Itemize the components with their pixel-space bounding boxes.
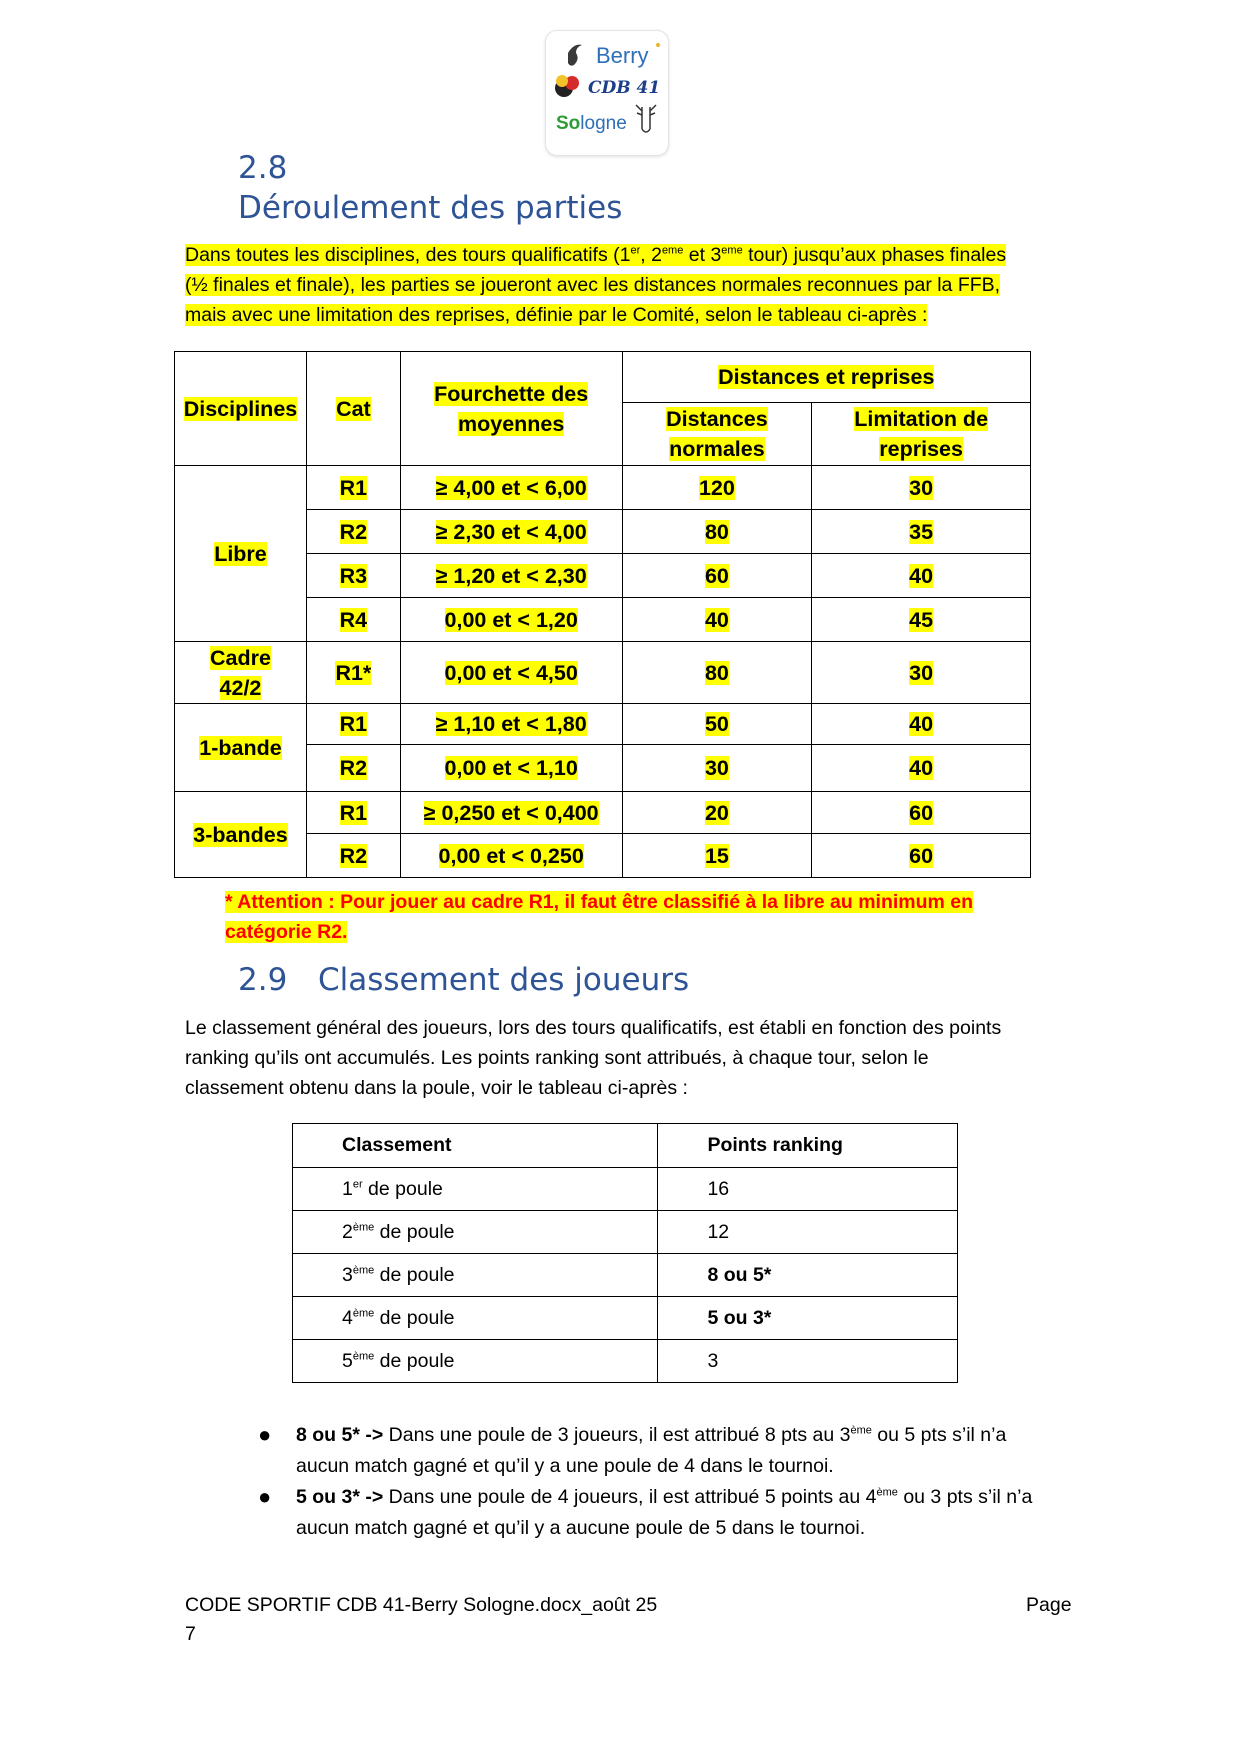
ranking-paragraph: Le classement général des joueurs, lors des tours qualificatifs, est établi en fonction des points ranking qu’ils ont accumulés. Les points ranking sont attribués, à chaque tour, selon le classement obtenu dans la poule, voir le tableau ci-après :	[185, 1017, 1002, 1099]
attention-note: * Attention : Pour jouer au cadre R1, il faut être classifié à la libre au minimum en catégorie R2.	[225, 891, 974, 943]
range-cell: 0,00 et < 1,20	[400, 598, 622, 642]
limit-cell: 40	[812, 554, 1031, 598]
logo-sologne-text: Sologne	[556, 113, 627, 134]
header-cat: Cat	[306, 352, 400, 466]
header-limitation: Limitation de reprises	[812, 403, 1031, 466]
range-cell: 0,00 et < 4,50	[400, 642, 622, 704]
rank-cell: 3ème de poule	[293, 1254, 658, 1297]
limit-cell: 60	[812, 834, 1031, 878]
range-cell: ≥ 0,250 et < 0,400	[400, 792, 622, 834]
table-row	[293, 1168, 958, 1211]
logo-graphic	[546, 31, 668, 155]
range-cell: ≥ 4,00 et < 6,00	[400, 466, 622, 510]
distance-cell: 60	[622, 554, 812, 598]
points-cell: 5 ou 3*	[658, 1297, 958, 1340]
section-intro-paragraph	[185, 240, 1085, 330]
cat-cell: R1*	[306, 642, 400, 704]
limit-cell: 30	[812, 642, 1031, 704]
rank-cell: 1er de poule	[293, 1168, 658, 1211]
table-row	[175, 466, 1031, 510]
distance-cell: 120	[622, 466, 812, 510]
intro-line-2: (½ finales et finale), les parties se joueront avec les distances normales reconnues par la FFB,	[185, 274, 1001, 296]
bullet-item: 8 ou 5* -> Dans une poule de 3 joueurs, il est attribué 8 pts au 3ème ou 5 pts s’il n’a aucun match gagné et qu’il y a une poule de 4 dans le tournoi.	[296, 1424, 1007, 1477]
limit-cell: 60	[812, 792, 1031, 834]
ranking-table	[292, 1123, 958, 1383]
limit-cell: 35	[812, 510, 1031, 554]
logo-cdb-text: CDB 41	[588, 78, 661, 98]
points-cell: 8 ou 5*	[658, 1254, 958, 1297]
header-distances: Distances normales	[622, 403, 812, 466]
intro-line-3: mais avec une limitation des reprises, définie par le Comité, selon le tableau ci-après :	[185, 304, 928, 326]
table-header-row	[293, 1124, 958, 1168]
distances-table	[174, 351, 1031, 878]
discipline-cell: Cadre 42/2	[175, 642, 307, 704]
section-number: 2.9	[238, 962, 288, 998]
table-row	[175, 704, 1031, 745]
discipline-cell: Libre	[175, 466, 307, 642]
distance-cell: 50	[622, 704, 812, 745]
points-cell: 3	[658, 1340, 958, 1383]
section-title: Déroulement des parties	[238, 190, 623, 226]
discipline-cell: 1-bande	[175, 704, 307, 792]
bullet-dot-icon: ●	[258, 1484, 272, 1509]
table-row	[293, 1297, 958, 1340]
distance-cell: 80	[622, 642, 812, 704]
table-row	[293, 1340, 958, 1383]
limit-cell: 40	[812, 745, 1031, 792]
points-cell: 16	[658, 1168, 958, 1211]
range-cell: ≥ 1,20 et < 2,30	[400, 554, 622, 598]
limit-cell: 40	[812, 704, 1031, 745]
footer-doc-name: CODE SPORTIF CDB 41-Berry Sologne.docx_août 25	[185, 1594, 658, 1616]
table-row	[175, 792, 1031, 834]
cat-cell: R4	[306, 598, 400, 642]
range-cell: 0,00 et < 0,250	[400, 834, 622, 878]
range-cell: ≥ 1,10 et < 1,80	[400, 704, 622, 745]
header-disciplines: Disciplines	[175, 352, 307, 466]
cdb41-logo	[545, 30, 669, 156]
rank-cell: 2ème de poule	[293, 1211, 658, 1254]
goat-icon	[568, 45, 582, 66]
table-row	[175, 642, 1031, 704]
range-cell: ≥ 2,30 et < 4,00	[400, 510, 622, 554]
rank-cell: 4ème de poule	[293, 1297, 658, 1340]
cat-cell: R3	[306, 554, 400, 598]
logo-berry-text: Berry	[596, 43, 649, 68]
cat-cell: R1	[306, 466, 400, 510]
rank-cell: 5ème de poule	[293, 1340, 658, 1383]
distance-cell: 30	[622, 745, 812, 792]
distance-cell: 20	[622, 792, 812, 834]
header-fourchette: Fourchette des moyennes	[400, 352, 622, 466]
cat-cell: R1	[306, 704, 400, 745]
deer-icon	[636, 105, 656, 132]
cat-cell: R2	[306, 510, 400, 554]
footer-page-number: 7	[185, 1623, 196, 1645]
cat-cell: R2	[306, 834, 400, 878]
header-points: Points ranking	[658, 1124, 958, 1168]
bullet-item: 5 ou 3* -> Dans une poule de 4 joueurs, il est attribué 5 points au 4ème ou 3 pts s’il n’a aucun match gagné et qu’il y a aucune poule de 5 dans le tournoi.	[296, 1486, 1033, 1539]
distance-cell: 40	[622, 598, 812, 642]
section-title: Classement des joueurs	[318, 962, 690, 998]
header-classement: Classement	[293, 1124, 658, 1168]
footer-page-label: Page	[1026, 1594, 1072, 1616]
discipline-cell: 3-bandes	[175, 792, 307, 878]
limit-cell: 30	[812, 466, 1031, 510]
section-number: 2.8	[238, 150, 288, 186]
table-row	[293, 1254, 958, 1297]
intro-line-1: Dans toutes les disciplines, des tours qualificatifs (1er, 2eme et 3eme tour) jusqu’aux phases finales	[185, 244, 1007, 266]
header-distances-reprises: Distances et reprises	[622, 352, 1030, 403]
cat-cell: R2	[306, 745, 400, 792]
bullet-dot-icon: ●	[258, 1422, 272, 1447]
distance-cell: 80	[622, 510, 812, 554]
points-cell: 12	[658, 1211, 958, 1254]
table-row	[293, 1211, 958, 1254]
range-cell: 0,00 et < 1,10	[400, 745, 622, 792]
cat-cell: R1	[306, 792, 400, 834]
limit-cell: 45	[812, 598, 1031, 642]
distance-cell: 15	[622, 834, 812, 878]
